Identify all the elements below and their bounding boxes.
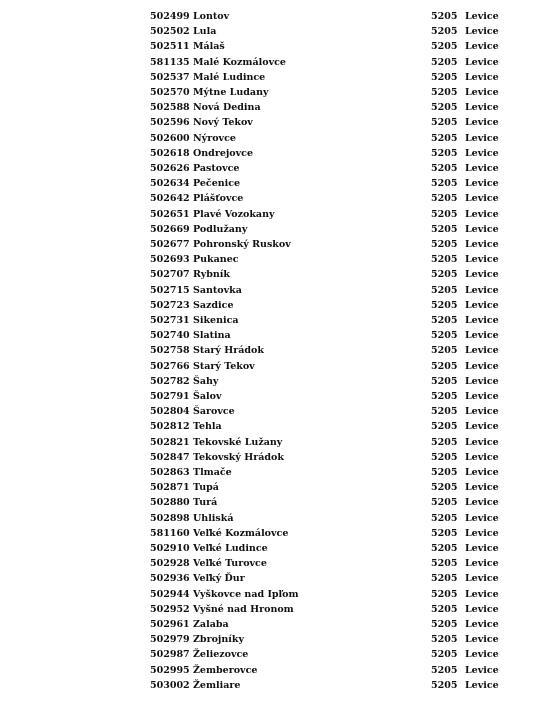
table-row	[0, 85, 555, 100]
district-code: 5205	[431, 619, 458, 630]
district-code: 5205	[431, 132, 458, 144]
municipality-code: 502928	[150, 558, 190, 570]
district-code: 5205	[431, 391, 458, 402]
municipality-code: 502715	[150, 284, 190, 296]
table-row	[0, 207, 555, 222]
table-row	[0, 313, 555, 328]
table-row	[0, 55, 555, 70]
table-row	[0, 343, 555, 358]
municipality-code: 502766	[150, 360, 190, 372]
municipality-code: 502812	[150, 421, 190, 433]
municipality-name: Pastovce	[193, 163, 240, 174]
district-name: Levice	[465, 482, 499, 494]
table-row	[0, 541, 555, 556]
table-row	[0, 571, 555, 586]
district-code: 5205	[431, 11, 458, 22]
municipality-name: Plášťovce	[193, 193, 244, 205]
district-code: 5205	[431, 558, 458, 570]
table-row	[0, 191, 555, 206]
district-name: Levice	[465, 406, 499, 418]
district-name: Levice	[465, 345, 499, 357]
district-code: 5205	[431, 679, 458, 691]
municipality-code: 502677	[150, 239, 190, 250]
table-row	[0, 678, 555, 693]
table-row	[0, 389, 555, 404]
municipality-code: 502588	[150, 102, 190, 114]
district-code: 5205	[431, 527, 458, 539]
municipality-code: 502511	[150, 41, 190, 53]
district-code: 5205	[431, 147, 458, 159]
municipality-code: 502651	[150, 208, 190, 220]
municipality-name: Veľké Kozmálovce	[193, 527, 289, 539]
district-code: 5205	[431, 588, 458, 600]
district-name: Levice	[465, 543, 499, 554]
district-code: 5205	[431, 421, 458, 433]
municipality-name: Tehla	[193, 421, 222, 433]
municipality-name: Starý Hrádok	[193, 345, 264, 357]
district-name: Levice	[465, 375, 499, 387]
district-name: Levice	[465, 649, 499, 661]
district-name: Levice	[465, 208, 499, 220]
municipality-code: 502936	[150, 573, 190, 585]
municipality-name: Rybník	[193, 269, 230, 281]
district-code: 5205	[431, 315, 458, 326]
district-name: Levice	[465, 56, 499, 68]
municipality-name: Vyšné nad Hronom	[193, 603, 294, 615]
district-code: 5205	[431, 178, 458, 190]
municipality-name: Sikenica	[193, 315, 239, 326]
municipality-code: 502618	[150, 147, 190, 159]
table-row	[0, 131, 555, 146]
municipality-name: Starý Tekov	[193, 360, 255, 372]
table-row	[0, 526, 555, 541]
district-code: 5205	[431, 497, 458, 509]
table-row	[0, 632, 555, 647]
district-code: 5205	[431, 299, 458, 311]
municipality-name: Slatina	[193, 330, 231, 342]
municipality-code: 502863	[150, 467, 190, 478]
municipality-code: 502880	[150, 497, 190, 509]
table-row	[0, 480, 555, 495]
district-code: 5205	[431, 664, 458, 676]
district-name: Levice	[465, 87, 499, 98]
district-code: 5205	[431, 71, 458, 83]
municipality-name: Želiezovce	[193, 649, 249, 661]
district-name: Levice	[465, 391, 499, 402]
district-name: Levice	[465, 679, 499, 691]
district-name: Levice	[465, 315, 499, 326]
district-code: 5205	[431, 375, 458, 387]
municipality-code: 503002	[150, 679, 190, 691]
municipality-code: 502600	[150, 132, 190, 144]
table-row	[0, 267, 555, 282]
table-row	[0, 647, 555, 662]
municipality-name: Vyškovce nad Ipľom	[193, 588, 299, 600]
district-name: Levice	[465, 11, 499, 22]
table-row	[0, 24, 555, 39]
district-code: 5205	[431, 512, 458, 524]
district-name: Levice	[465, 588, 499, 600]
municipality-name: Nový Tekov	[193, 117, 253, 129]
municipality-code: 502731	[150, 315, 190, 326]
district-code: 5205	[431, 649, 458, 661]
municipality-name: Lula	[193, 26, 217, 38]
table-row	[0, 237, 555, 252]
table-row	[0, 161, 555, 176]
district-code: 5205	[431, 254, 458, 266]
municipality-name: Zalaba	[193, 619, 229, 630]
municipality-name: Nová Dedina	[193, 102, 261, 114]
district-name: Levice	[465, 26, 499, 38]
district-code: 5205	[431, 26, 458, 38]
table-row	[0, 39, 555, 54]
district-name: Levice	[465, 284, 499, 296]
municipality-name: Santovka	[193, 284, 242, 296]
municipality-code: 502782	[150, 375, 190, 387]
municipality-code: 502898	[150, 512, 190, 524]
district-name: Levice	[465, 163, 499, 174]
table-row	[0, 176, 555, 191]
district-name: Levice	[465, 527, 499, 539]
district-name: Levice	[465, 573, 499, 585]
district-code: 5205	[431, 467, 458, 478]
table-row	[0, 70, 555, 85]
municipality-code: 502961	[150, 619, 190, 630]
municipality-code: 502871	[150, 482, 190, 494]
table-row	[0, 663, 555, 678]
municipality-name: Žemliare	[193, 679, 241, 691]
table-row	[0, 465, 555, 480]
district-name: Levice	[465, 603, 499, 615]
district-name: Levice	[465, 634, 499, 646]
district-name: Levice	[465, 497, 499, 509]
district-code: 5205	[431, 102, 458, 114]
district-code: 5205	[431, 345, 458, 357]
municipality-name: Tupá	[193, 482, 219, 494]
district-name: Levice	[465, 664, 499, 676]
table-row	[0, 328, 555, 343]
district-name: Levice	[465, 558, 499, 570]
municipality-name: Plavé Vozokany	[193, 208, 275, 220]
table-row	[0, 511, 555, 526]
district-name: Levice	[465, 102, 499, 114]
table-row	[0, 100, 555, 115]
table-row	[0, 146, 555, 161]
district-code: 5205	[431, 436, 458, 448]
district-name: Levice	[465, 467, 499, 478]
municipality-code: 502847	[150, 451, 190, 463]
district-code: 5205	[431, 87, 458, 98]
district-name: Levice	[465, 421, 499, 433]
municipality-code: 502570	[150, 87, 190, 98]
district-name: Levice	[465, 239, 499, 250]
table-row	[0, 298, 555, 313]
municipality-name: Sazdice	[193, 299, 234, 311]
municipality-name: Malé Kozmálovce	[193, 56, 286, 68]
table-row	[0, 556, 555, 571]
municipality-name: Zbrojníky	[193, 634, 244, 646]
district-code: 5205	[431, 360, 458, 372]
table-row	[0, 602, 555, 617]
municipality-code: 502693	[150, 254, 190, 266]
municipality-name: Málaš	[193, 41, 225, 53]
municipality-code: 502499	[150, 11, 190, 22]
district-name: Levice	[465, 147, 499, 159]
district-name: Levice	[465, 71, 499, 83]
municipality-code: 502952	[150, 603, 190, 615]
municipality-name: Šarovce	[193, 406, 235, 418]
district-code: 5205	[431, 543, 458, 554]
municipality-code: 502979	[150, 634, 190, 646]
district-name: Levice	[465, 436, 499, 448]
district-name: Levice	[465, 132, 499, 144]
municipality-name: Žemberovce	[193, 664, 258, 676]
municipality-name: Šalov	[193, 391, 222, 402]
district-name: Levice	[465, 512, 499, 524]
district-code: 5205	[431, 223, 458, 235]
district-name: Levice	[465, 330, 499, 342]
municipality-code: 502944	[150, 588, 190, 600]
district-code: 5205	[431, 634, 458, 646]
municipality-name: Ondrejovce	[193, 147, 253, 159]
municipality-code: 502723	[150, 299, 190, 311]
municipality-name: Nýrovce	[193, 132, 236, 144]
municipality-code: 502669	[150, 223, 190, 235]
table-row	[0, 9, 555, 24]
municipality-name: Mýtne Ludany	[193, 87, 269, 98]
district-code: 5205	[431, 603, 458, 615]
district-code: 5205	[431, 573, 458, 585]
table-row	[0, 359, 555, 374]
municipality-code: 502758	[150, 345, 190, 357]
district-code: 5205	[431, 163, 458, 174]
municipality-name: Tekovský Hrádok	[193, 451, 284, 463]
table-row	[0, 115, 555, 130]
district-name: Levice	[465, 117, 499, 129]
municipality-name: Veľký Ďur	[193, 573, 245, 585]
municipality-name: Veľké Turovce	[193, 558, 267, 570]
district-code: 5205	[431, 406, 458, 418]
municipality-name: Turá	[193, 497, 218, 509]
municipality-code: 502791	[150, 391, 190, 402]
district-code: 5205	[431, 208, 458, 220]
district-name: Levice	[465, 193, 499, 205]
table-row	[0, 495, 555, 510]
district-code: 5205	[431, 330, 458, 342]
municipality-code: 502804	[150, 406, 190, 418]
district-name: Levice	[465, 299, 499, 311]
municipality-code: 502537	[150, 71, 190, 83]
district-name: Levice	[465, 619, 499, 630]
municipality-name: Šahy	[193, 375, 219, 387]
municipality-name: Lontov	[193, 11, 230, 22]
district-name: Levice	[465, 254, 499, 266]
municipality-code: 502634	[150, 178, 190, 190]
municipality-name: Podlužany	[193, 223, 248, 235]
municipality-name: Tekovské Lužany	[193, 436, 283, 448]
municipality-code: 502596	[150, 117, 190, 129]
table-row	[0, 283, 555, 298]
table-row	[0, 252, 555, 267]
table-row	[0, 374, 555, 389]
table-row	[0, 222, 555, 237]
municipality-name: Uhliská	[193, 512, 234, 524]
table-row	[0, 404, 555, 419]
municipality-code: 502995	[150, 664, 190, 676]
table-row	[0, 450, 555, 465]
municipality-code: 502821	[150, 436, 190, 448]
municipality-code: 502707	[150, 269, 190, 281]
municipality-name: Pečenice	[193, 178, 241, 190]
table-row	[0, 587, 555, 602]
district-code: 5205	[431, 41, 458, 53]
district-name: Levice	[465, 223, 499, 235]
table-row	[0, 435, 555, 450]
district-code: 5205	[431, 269, 458, 281]
district-code: 5205	[431, 451, 458, 463]
municipality-code: 581160	[150, 527, 190, 539]
municipality-code: 502910	[150, 543, 190, 554]
district-name: Levice	[465, 451, 499, 463]
municipality-name: Veľké Ludince	[193, 543, 268, 554]
district-name: Levice	[465, 269, 499, 281]
municipality-name: Tlmače	[193, 467, 232, 478]
district-code: 5205	[431, 56, 458, 68]
municipality-code: 502740	[150, 330, 190, 342]
district-name: Levice	[465, 41, 499, 53]
district-name: Levice	[465, 178, 499, 190]
district-name: Levice	[465, 360, 499, 372]
district-code: 5205	[431, 239, 458, 250]
district-code: 5205	[431, 117, 458, 129]
district-code: 5205	[431, 284, 458, 296]
municipality-code: 502642	[150, 193, 190, 205]
municipality-name: Pukanec	[193, 254, 239, 266]
municipality-code: 502502	[150, 26, 190, 38]
municipality-code: 502626	[150, 163, 190, 174]
table-row	[0, 419, 555, 434]
municipality-code: 502987	[150, 649, 190, 661]
municipality-name: Pohronský Ruskov	[193, 239, 291, 250]
municipality-code: 581135	[150, 56, 190, 68]
table-row	[0, 617, 555, 632]
district-code: 5205	[431, 482, 458, 494]
district-code: 5205	[431, 193, 458, 205]
municipality-name: Malé Ludince	[193, 71, 266, 83]
